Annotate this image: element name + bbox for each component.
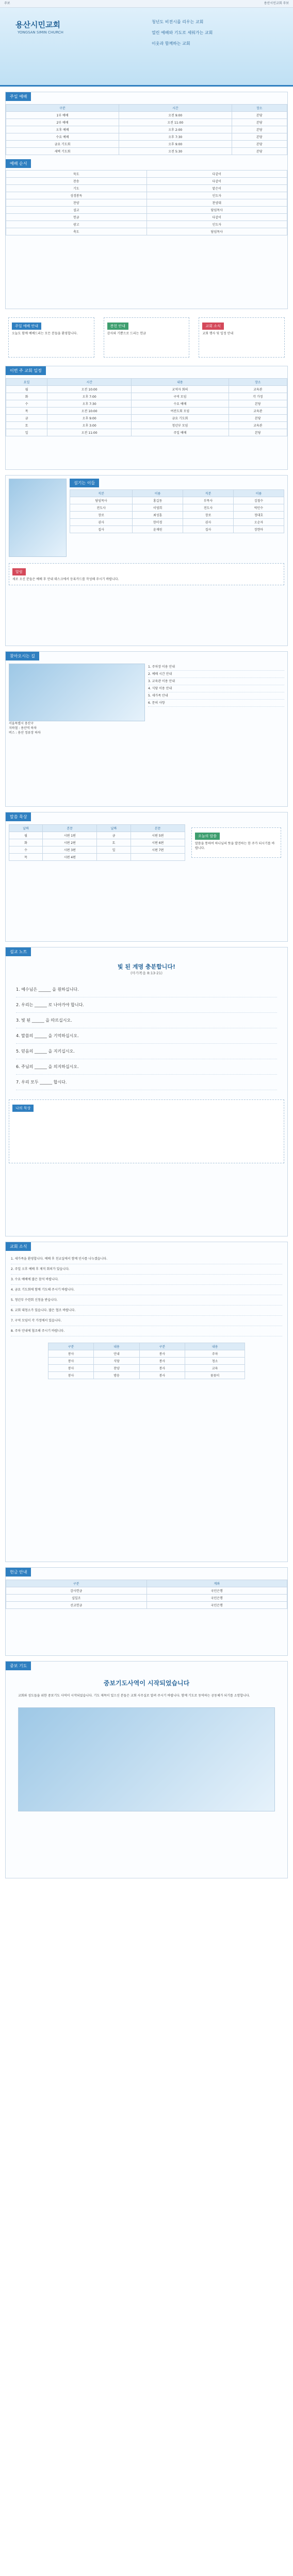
sermon-blank-line: 2. 우리는 ______ 로 나아가야 합니다.	[16, 997, 277, 1013]
service-row-cell: 찬양	[94, 1365, 139, 1372]
order-row	[6, 214, 287, 221]
sermon-label: 설교 노트	[6, 947, 31, 956]
offering-section	[5, 1567, 288, 1656]
meditation-row-cell: 시편 1편	[43, 832, 97, 839]
order-row-cell: 기도	[6, 185, 147, 192]
staff-row	[70, 519, 284, 526]
location-item: 1. 주차장 이용 안내	[148, 664, 284, 671]
schedule-row-cell: 교육관	[229, 408, 287, 415]
order-row-cell: 축도	[6, 228, 147, 235]
order-row	[6, 221, 287, 228]
schedule-header: 시간	[47, 379, 132, 386]
worship-row-cell: 본당	[232, 112, 287, 119]
order-row-cell: 담임목사	[146, 228, 287, 235]
meditation-row-cell: 목	[9, 854, 43, 861]
staff-row-cell: 담임목사	[70, 497, 133, 504]
worship-row	[6, 133, 287, 141]
offering-row-cell: 선교헌금	[6, 1602, 147, 1609]
location-items	[148, 664, 284, 735]
sermon-blank-line: 1. 예수님은 ______ 을 원하십니다.	[16, 982, 277, 997]
schedule-header: 장소	[229, 379, 287, 386]
sermon-blank-line: 5. 믿음의 ______ 을 지키십시오.	[16, 1044, 277, 1059]
schedule-row-cell: 일	[6, 429, 47, 436]
news-box-text: 교회 행사 및 일정 안내	[202, 332, 234, 335]
slogan-1: 청년도 비전시를 리우는 교회	[152, 20, 204, 24]
schedule-title: 이번 주 교회 일정	[6, 366, 46, 375]
order-row-cell: 다같이	[146, 178, 287, 185]
schedule-row	[6, 400, 287, 408]
worship-row	[6, 119, 287, 126]
offering-row-cell: 국민은행	[146, 1587, 287, 1595]
staff-row-cell: 윤재원	[133, 526, 183, 533]
service-row	[48, 1365, 245, 1372]
order-row-cell: 찬양	[6, 199, 147, 207]
schedule-row-cell: 본당	[229, 415, 287, 422]
worship-title: 주일 예배	[6, 92, 31, 101]
worship-order-table	[6, 170, 287, 235]
order-row-cell: 묵도	[6, 171, 147, 178]
worship-row	[6, 126, 287, 133]
meditation-header: 본문	[131, 825, 185, 832]
order-row-cell: 찬송	[6, 178, 147, 185]
worship-row-cell: 2부 예배	[6, 119, 119, 126]
staff-row-cell: 김철수	[234, 497, 284, 504]
order-row	[6, 178, 287, 185]
sermon-section	[5, 947, 288, 1236]
order-row	[6, 228, 287, 235]
order-row-cell: 인도자	[146, 192, 287, 199]
service-row-cell: 봉사	[139, 1365, 185, 1372]
order-row-cell: 찬양대	[146, 199, 287, 207]
sermon-blanks	[6, 976, 287, 1096]
schedule-row-cell: 교육관	[229, 422, 287, 429]
schedule-row-cell: 오후 7:30	[47, 400, 132, 408]
schedule-row	[6, 393, 287, 400]
worship-row-cell: 금요 기도회	[6, 141, 119, 148]
slogan-2: 열린 예배와 기도로 세워가는 교회	[152, 30, 213, 35]
staff-row	[70, 497, 284, 504]
schedule-row-cell: 금	[6, 415, 47, 422]
schedule-row-cell: 교역자 회의	[132, 386, 229, 393]
location-item: 4. 식당 이용 안내	[148, 685, 284, 692]
meditation-header: 날짜	[97, 825, 131, 832]
staff-row-cell: 권사	[70, 519, 133, 526]
memo-label: 나의 묵상	[12, 1105, 34, 1112]
order-row	[6, 185, 287, 192]
meditation-side-title: 오늘의 말씀	[195, 833, 220, 840]
prayer-label: 중보 기도	[6, 1662, 31, 1670]
service-row-cell: 봉사	[139, 1350, 185, 1358]
order-row	[6, 199, 287, 207]
offering-box	[104, 317, 190, 358]
prayer-text: 교회와 성도들을 위한 중보기도 사역이 시작되었습니다. 기도 제목이 있으신 분들은 교회 사무실로 알려 주시기 바랍니다. 함께 기도로 동역하는 공동체가 되기를 소망합니다.	[18, 1694, 250, 1698]
service-row	[48, 1372, 245, 1379]
church-name: 용산시민교회	[15, 20, 60, 29]
service-header: 구분	[139, 1343, 185, 1350]
worship-row-cell: 본당	[232, 126, 287, 133]
order-row-cell: 다같이	[146, 214, 287, 221]
schedule-row-cell: 화	[6, 393, 47, 400]
meditation-side-text: 말씀을 통하여 하나님의 뜻을 발견하는 한 주가 되시기를 바랍니다.	[195, 842, 275, 850]
news-box	[199, 317, 285, 358]
staff-row-cell: 전도사	[183, 504, 234, 512]
sermon-title: 빛 된 계명 충분합니다!	[117, 963, 176, 970]
meditation-row-cell	[97, 854, 131, 861]
meditation-title: 말씀 묵상	[6, 812, 31, 821]
schedule-row-cell: 오전 10:00	[47, 408, 132, 415]
offering-table	[6, 1580, 287, 1609]
announce-item: 2. 주일 오후 예배 후 제직 회의가 있습니다.	[11, 1264, 282, 1275]
service-row-cell: 주차	[185, 1350, 245, 1358]
offering-row	[6, 1602, 287, 1609]
schedule-section	[5, 366, 288, 470]
staff-row-cell: 전도사	[70, 504, 133, 512]
worship-row-cell: 1부 예배	[6, 112, 119, 119]
staff-row-cell: 박민수	[234, 504, 284, 512]
schedule-row-cell: 오전 11:00	[47, 429, 132, 436]
church-photo	[9, 479, 67, 557]
announce-section	[5, 1242, 288, 1562]
service-row-cell: 방송	[94, 1372, 139, 1379]
staff-header: 직분	[70, 490, 133, 497]
schedule-row-cell: 교육관	[229, 386, 287, 393]
worship-row-cell: 본당	[232, 141, 287, 148]
worship-header: 구분	[6, 105, 119, 112]
service-row-cell: 봉사	[48, 1358, 93, 1365]
worship-row-cell: 본당	[232, 133, 287, 141]
announce-items	[6, 1251, 287, 1340]
sermon-blank-line: 4. 말씀의 ______ 을 기억하십시오.	[16, 1028, 277, 1044]
location-section	[5, 651, 288, 807]
schedule-row-cell: 월	[6, 386, 47, 393]
worship-row-cell: 오후 예배	[6, 126, 119, 133]
offering-row-cell: 감사헌금	[6, 1587, 147, 1595]
topbar-left: 주보	[4, 2, 10, 5]
meditation-side	[191, 827, 281, 858]
meditation-header: 날짜	[9, 825, 43, 832]
worship-row-cell: 오전 5:30	[119, 148, 232, 155]
schedule-row	[6, 422, 287, 429]
worship-section	[5, 92, 288, 309]
info-boxes	[5, 314, 288, 361]
order-row-cell: 성경봉독	[6, 192, 147, 199]
schedule-row-cell: 금요 기도회	[132, 415, 229, 422]
service-table	[48, 1343, 245, 1379]
staff-row-cell: 부목사	[183, 497, 234, 504]
staff-table	[70, 489, 284, 533]
schedule-row-cell: 목	[6, 408, 47, 415]
schedule-row-cell: 오후 7:00	[47, 393, 132, 400]
meditation-row-cell: 시편 2편	[43, 839, 97, 846]
staff-header: 직분	[183, 490, 234, 497]
meditation-row-cell: 수	[9, 846, 43, 854]
order-row-cell: 설교	[6, 207, 147, 214]
staff-row	[70, 504, 284, 512]
meditation-header: 본문	[43, 825, 97, 832]
service-row	[48, 1350, 245, 1358]
meditation-row-cell: 화	[9, 839, 43, 846]
schedule-row	[6, 386, 287, 393]
offering-row-cell: 국민은행	[146, 1595, 287, 1602]
worship-header: 장소	[232, 105, 287, 112]
location-item: 6. 문의 사항	[148, 700, 284, 707]
meditation-row	[9, 832, 185, 839]
service-row-cell: 식당	[94, 1358, 139, 1365]
worship-row	[6, 112, 287, 119]
prayer-title: 중보기도사역이 시작되었습니다	[103, 1680, 190, 1687]
order-row-cell: 담임목사	[146, 207, 287, 214]
schedule-header: 내용	[132, 379, 229, 386]
offering-row-cell: 국민은행	[146, 1602, 287, 1609]
order-title: 예배 순서	[6, 159, 31, 168]
announce-item: 6. 교회 대청소가 있습니다. 많은 협조 바랍니다.	[11, 1306, 282, 1316]
staff-title: 섬기는 이들	[70, 479, 99, 487]
notice-title: 알림	[12, 568, 26, 575]
service-row-cell: 봉사	[139, 1372, 185, 1379]
offering-box-text: 감사와 기쁨으로 드리는 헌금	[107, 332, 146, 335]
worship-times-table	[6, 104, 287, 155]
staff-row-cell: 장로	[183, 512, 234, 519]
service-row-cell: 청소	[185, 1358, 245, 1365]
staff-header: 이름	[133, 490, 183, 497]
staff-row-cell: 오순자	[234, 519, 284, 526]
meditation-row	[9, 839, 185, 846]
meditation-row-cell: 시편 4편	[43, 854, 97, 861]
announce-item: 1. 새가족을 환영합니다. 예배 후 친교실에서 함께 인사를 나누겠습니다.	[11, 1254, 282, 1264]
staff-section	[5, 475, 288, 646]
welcome-box	[8, 317, 94, 358]
schedule-row-cell: 수요 예배	[132, 400, 229, 408]
staff-row-cell: 집사	[70, 526, 133, 533]
order-row-cell: 헌금	[6, 214, 147, 221]
offering-row-cell: 십일조	[6, 1595, 147, 1602]
worship-row	[6, 148, 287, 155]
meditation-row-cell: 시편 7편	[131, 846, 185, 854]
staff-row	[70, 512, 284, 519]
meditation-row-cell: 시편 6편	[131, 839, 185, 846]
service-row-cell: 봉사	[139, 1358, 185, 1365]
bulletin-header	[0, 8, 293, 87]
meditation-table	[9, 824, 185, 861]
location-address: 서울특별시 용산구	[9, 722, 34, 725]
schedule-row	[6, 429, 287, 436]
meditation-row-cell: 일	[97, 846, 131, 854]
offering-box-title: 봉헌 안내	[107, 323, 128, 330]
church-subtitle: YONGSAN SIMIN CHURCH	[18, 30, 63, 35]
staff-row-cell: 권사	[183, 519, 234, 526]
service-row-cell: 꽃꽂이	[185, 1372, 245, 1379]
slogan-block	[152, 19, 281, 52]
welcome-box-title: 주일 예배 안내	[12, 323, 41, 330]
transport-subway: 지하철 : 용산역 하차	[9, 726, 37, 730]
meditation-row	[9, 846, 185, 854]
announce-item: 7. 구역 모임이 각 가정에서 있습니다.	[11, 1316, 282, 1326]
sermon-blank-line: 7. 우리 모두 ______ 합시다.	[16, 1075, 277, 1090]
worship-row	[6, 141, 287, 148]
staff-row-cell: 한미경	[133, 519, 183, 526]
service-header: 내용	[94, 1343, 139, 1350]
worship-row-cell: 본당	[232, 148, 287, 155]
location-item: 5. 새가족 안내	[148, 692, 284, 700]
announce-item: 5. 청년부 수련회 신청을 받습니다.	[11, 1295, 282, 1306]
slogan-3: 이웃과 함께하는 교회	[152, 41, 190, 46]
schedule-row-cell: 수	[6, 400, 47, 408]
topbar-right: 용산시민교회 주보	[264, 2, 289, 5]
worship-row-cell: 오후 2:00	[119, 126, 232, 133]
staff-row-cell: 집사	[183, 526, 234, 533]
meditation-row-cell: 시편 5편	[131, 832, 185, 839]
staff-row-cell: 장로	[70, 512, 133, 519]
schedule-row	[6, 415, 287, 422]
announce-item: 8. 주차 안내에 협조해 주시기 바랍니다.	[11, 1326, 282, 1336]
offering-header: 구분	[6, 1580, 147, 1587]
meditation-row-cell: 시편 3편	[43, 846, 97, 854]
staff-row-cell: 홍길동	[133, 497, 183, 504]
news-box-title: 교회 소식	[202, 323, 223, 330]
schedule-header: 요일	[6, 379, 47, 386]
schedule-row	[6, 408, 287, 415]
schedule-row-cell: 각 가정	[229, 393, 287, 400]
order-row	[6, 207, 287, 214]
meditation-row-cell	[131, 854, 185, 861]
service-row-cell: 교육	[185, 1365, 245, 1372]
announce-item: 4. 금요 기도회에 함께 기도해 주시기 바랍니다.	[11, 1285, 282, 1295]
order-row-cell: 인도자	[146, 221, 287, 228]
service-row-cell: 안내	[94, 1350, 139, 1358]
service-header: 내용	[185, 1343, 245, 1350]
offering-header: 계좌	[146, 1580, 287, 1587]
schedule-row-cell: 청년부 모임	[132, 422, 229, 429]
offering-row	[6, 1587, 287, 1595]
transport-bus: 버스 : 용산 정류장 하차	[9, 731, 41, 735]
service-row	[48, 1358, 245, 1365]
schedule-row-cell: 본당	[229, 429, 287, 436]
worship-header: 시간	[119, 105, 232, 112]
sermon-reference: (마가복음 8:13-21)	[131, 971, 162, 975]
worship-row-cell: 수요 예배	[6, 133, 119, 141]
schedule-table	[6, 378, 287, 436]
meditation-row-cell: 토	[97, 839, 131, 846]
meditation-row-cell: 금	[97, 832, 131, 839]
service-header: 구분	[48, 1343, 93, 1350]
prayer-section	[5, 1661, 288, 1878]
welcome-box-text: 오늘도 함께 예배드리는 모든 분들을 환영합니다.	[12, 332, 78, 335]
prayer-image	[18, 1707, 275, 1811]
location-item: 3. 교육관 이용 안내	[148, 678, 284, 685]
schedule-row-cell: 오전 10:00	[47, 386, 132, 393]
order-row	[6, 192, 287, 199]
worship-row-cell: 본당	[232, 119, 287, 126]
service-row-cell: 봉사	[48, 1350, 93, 1358]
worship-row-cell: 오후 7:30	[119, 133, 232, 141]
worship-row-cell: 새벽 기도회	[6, 148, 119, 155]
schedule-row-cell: 본당	[229, 400, 287, 408]
worship-row-cell: 오전 9:00	[119, 112, 232, 119]
location-title: 찾아오시는 길	[6, 652, 39, 660]
worship-row-cell: 오전 11:00	[119, 119, 232, 126]
offering-row	[6, 1595, 287, 1602]
meditation-row	[9, 854, 185, 861]
service-row-cell: 봉사	[48, 1372, 93, 1379]
schedule-row-cell: 토	[6, 422, 47, 429]
meditation-row-cell: 월	[9, 832, 43, 839]
sermon-blank-line: 3. 빛 된 ______ 을 따르십시오.	[16, 1013, 277, 1028]
order-row-cell: 다같이	[146, 171, 287, 178]
staff-row-cell: 최성훈	[133, 512, 183, 519]
schedule-row-cell: 주일 예배	[132, 429, 229, 436]
announce-title: 교회 소식	[6, 1242, 31, 1251]
schedule-row-cell: 오후 3:00	[47, 422, 132, 429]
sermon-blank-line: 6. 주님의 ______ 을 의지하십시오.	[16, 1059, 277, 1075]
notice-text: 새로 오신 분들은 예배 후 안내 데스크에서 등록카드를 작성해 주시기 바랍니다.	[12, 578, 119, 581]
staff-row-cell: 정대호	[234, 512, 284, 519]
order-row-cell: 광고	[6, 221, 147, 228]
memo-box[interactable]	[9, 1099, 284, 1163]
location-item: 2. 예배 시간 안내	[148, 671, 284, 678]
offering-title: 헌금 안내	[6, 1568, 31, 1577]
staff-row-cell: 장현아	[234, 526, 284, 533]
staff-row-cell: 이영희	[133, 504, 183, 512]
order-row	[6, 171, 287, 178]
map-image	[9, 664, 145, 721]
top-bar	[0, 0, 293, 8]
worship-row-cell: 오후 9:00	[119, 141, 232, 148]
schedule-row-cell: 여전도회 모임	[132, 408, 229, 415]
notice-box	[9, 563, 284, 585]
staff-row	[70, 526, 284, 533]
announce-item: 3. 수요 예배에 많은 참석 바랍니다.	[11, 1275, 282, 1285]
service-row-cell: 봉사	[48, 1365, 93, 1372]
meditation-section	[5, 812, 288, 942]
schedule-row-cell: 구역 모임	[132, 393, 229, 400]
order-row-cell: 맡은이	[146, 185, 287, 192]
staff-header: 이름	[234, 490, 284, 497]
schedule-row-cell: 오후 9:00	[47, 415, 132, 422]
